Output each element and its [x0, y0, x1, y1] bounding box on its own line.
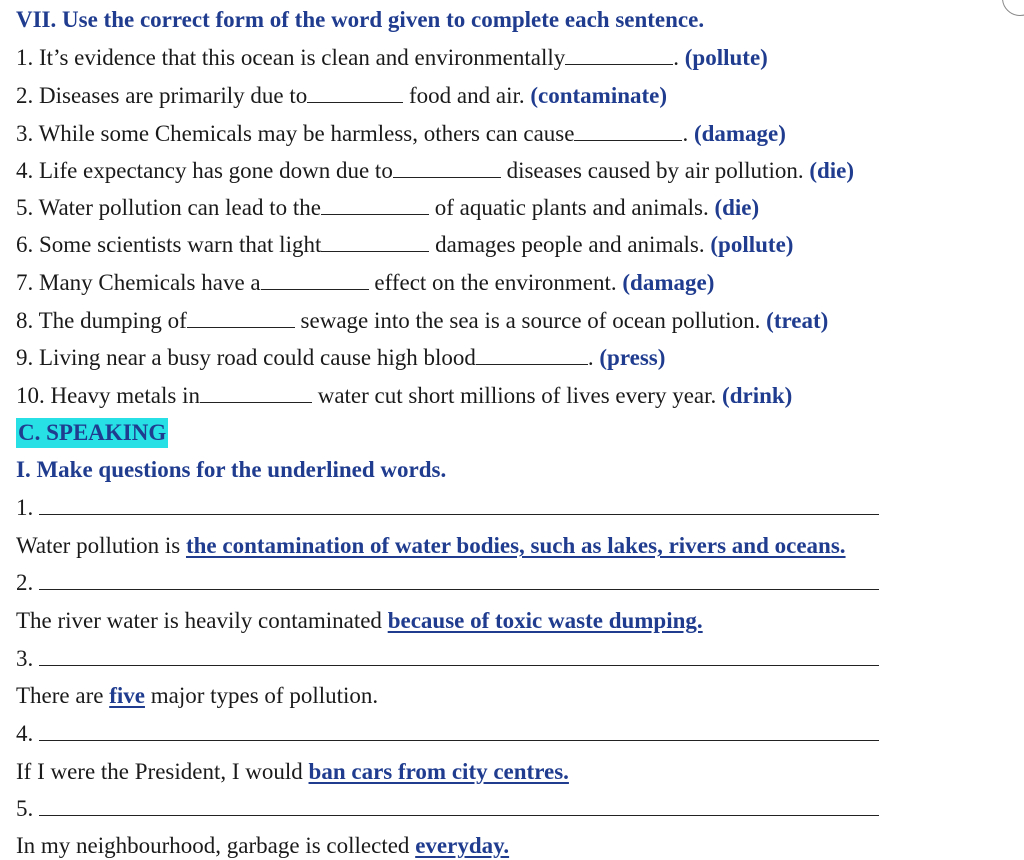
answer-blank[interactable]: [187, 307, 295, 328]
answer-blank[interactable]: [321, 194, 429, 215]
question-answer-line-4: 4.: [16, 720, 879, 748]
corner-circle-decoration: [1002, 0, 1024, 16]
exercise-item-8: 8. The dumping of sewage into the sea is a source of ocean pollution. (treat): [16, 308, 829, 333]
word-hint: (contaminate): [530, 83, 668, 108]
underlined-phrase: everyday.: [415, 833, 510, 858]
question-blank[interactable]: [39, 645, 879, 666]
exercise-item-4: 4. Life expectancy has gone down due to diseases caused by air pollution. (die): [16, 158, 855, 183]
statement-1: Water pollution is the contamination of water bodies, such as lakes, rivers and oceans.: [16, 533, 846, 558]
speaking-task-title: I. Make questions for the underlined words.: [16, 457, 447, 482]
statement-2: The river water is heavily contaminated because of toxic waste dumping.: [16, 608, 703, 633]
word-hint: (damage): [693, 121, 786, 146]
answer-blank[interactable]: [200, 382, 312, 403]
answer-blank[interactable]: [321, 231, 429, 252]
statement-3: There are five major types of pollution.: [16, 683, 379, 708]
answer-blank[interactable]: [476, 344, 588, 365]
exercise-item-6: 6. Some scientists warn that light damages people and animals. (pollute): [16, 232, 794, 257]
statement-5: In my neighbourhood, garbage is collected everyday.: [16, 833, 510, 858]
question-blank[interactable]: [39, 569, 879, 590]
question-answer-line-3: 3.: [16, 645, 879, 673]
underlined-phrase: the contamination of water bodies, such as lakes, rivers and oceans.: [185, 533, 846, 558]
underlined-phrase: five: [109, 683, 145, 708]
answer-blank[interactable]: [565, 44, 673, 65]
exercise-item-5: 5. Water pollution can lead to the of aquatic plants and animals. (die): [16, 195, 760, 220]
exercise-title: VII. Use the correct form of the word given to complete each sentence.: [16, 7, 705, 32]
underlined-phrase: because of toxic waste dumping.: [387, 608, 703, 633]
word-hint: (pollute): [684, 45, 768, 70]
exercise-item-1: 1. It’s evidence that this ocean is clean and environmentally . (pollute): [16, 45, 768, 70]
exercise-item-3: 3. While some Chemicals may be harmless, others can cause . (damage): [16, 121, 786, 146]
word-hint: (damage): [622, 270, 715, 295]
statement-4: If I were the President, I would ban cars from city centres.: [16, 759, 569, 784]
word-hint: (pollute): [710, 232, 794, 257]
question-blank[interactable]: [39, 720, 879, 741]
word-hint: (press): [599, 345, 666, 370]
question-answer-line-2: 2.: [16, 569, 879, 597]
word-hint: (drink): [722, 383, 793, 408]
word-hint: (die): [714, 195, 760, 220]
answer-blank[interactable]: [261, 269, 369, 290]
word-hint: (treat): [766, 308, 829, 333]
word-hint: (die): [809, 158, 855, 183]
question-answer-line-1: 1.: [16, 494, 879, 522]
answer-blank[interactable]: [574, 120, 682, 141]
question-blank[interactable]: [39, 795, 879, 816]
answer-blank[interactable]: [393, 157, 501, 178]
underlined-phrase: ban cars from city centres.: [308, 759, 569, 784]
exercise-item-9: 9. Living near a busy road could cause high blood . (press): [16, 345, 666, 370]
question-blank[interactable]: [39, 494, 879, 515]
question-answer-line-5: 5.: [16, 795, 879, 823]
exercise-item-10: 10. Heavy metals in water cut short millions of lives every year. (drink): [16, 383, 793, 408]
answer-blank[interactable]: [307, 82, 403, 103]
section-heading-speaking: C. SPEAKING: [16, 418, 168, 448]
exercise-item-2: 2. Diseases are primarily due to food and air. (contaminate): [16, 83, 668, 108]
exercise-item-7: 7. Many Chemicals have a effect on the environment. (damage): [16, 270, 715, 295]
